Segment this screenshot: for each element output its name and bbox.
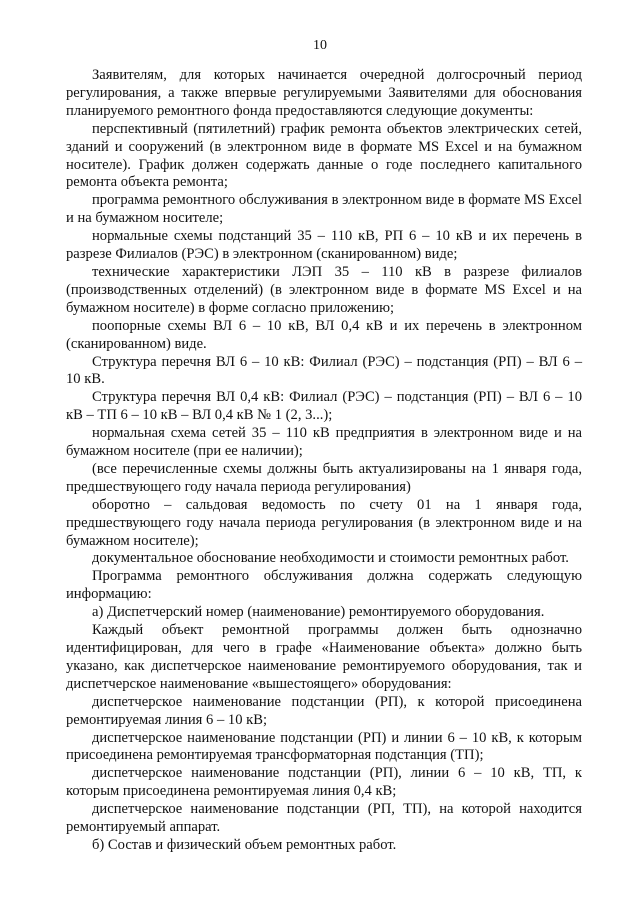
paragraph: диспетчерское наименование подстанции (РП), к которой присоединена ремонтируемая линия 6 – 10 кВ; xyxy=(66,693,582,728)
paragraph: технические характеристики ЛЭП 35 – 110 кВ в разрезе филиалов (производственных отделений) (в электронном виде в формате MS Excel и на бумажном носителе) в форме согласно приложению; xyxy=(66,263,582,316)
paragraph: диспетчерское наименование подстанции (РП) и линии 6 – 10 кВ, к которым присоединена ремонтируемая трансформаторная подстанция (ТП); xyxy=(66,729,582,764)
paragraph: перспективный (пятилетний) график ремонта объектов электрических сетей, зданий и сооружений (в электронном виде в формате MS Excel и на бумажном носителе). График должен содержать данные о годе последнего капитального ремонта объекта ремонта; xyxy=(66,120,582,191)
paragraph: а) Диспетчерский номер (наименование) ремонтируемого оборудования. xyxy=(92,604,545,621)
page-number: 10 xyxy=(313,38,327,53)
paragraph: диспетчерское наименование подстанции (РП, ТП), на которой находится ремонтируемый аппарат. xyxy=(66,801,582,836)
paragraph: Программа ремонтного обслуживания должна содержать следующую информацию: xyxy=(66,568,582,603)
document-body xyxy=(66,67,582,855)
paragraph: оборотно – сальдовая ведомость по счету 01 на 1 января года, предшествующего году начала периода регулирования (в электронном виде и на бумажном носителе); xyxy=(66,496,582,549)
paragraph: поопорные схемы ВЛ 6 – 10 кВ, ВЛ 0,4 кВ и их перечень в электронном (сканированном) виде. xyxy=(66,317,582,352)
paragraph: Каждый объект ремонтной программы должен быть однозначно идентифицирован, для чего в графе «Наименование объекта» должно быть указано, как диспетчерское наименование ремонтируемого оборудования, так и диспетчерское наименование «вышестоящего» оборудования: xyxy=(66,622,582,692)
paragraph: нормальные схемы подстанций 35 – 110 кВ, РП 6 – 10 кВ и их перечень в разрезе Филиалов (РЭС) в электронном (сканированном) виде; xyxy=(66,228,582,263)
paragraph: (все перечисленные схемы должны быть актуализированы на 1 января года, предшествующего году начала периода регулирования) xyxy=(66,460,582,495)
paragraph: б) Состав и физический объем ремонтных работ. xyxy=(92,836,397,853)
paragraph: диспетчерское наименование подстанции (РП), линии 6 – 10 кВ, ТП, к которым присоединена ремонтируемая линия 0,4 кВ; xyxy=(66,765,582,800)
paragraph: Структура перечня ВЛ 0,4 кВ: Филиал (РЭС) – подстанция (РП) – ВЛ 6 – 10 кВ – ТП 6 – 10 кВ – ВЛ 0,4 кВ № 1 (2, 3...); xyxy=(66,389,582,424)
paragraph: Структура перечня ВЛ 6 – 10 кВ: Филиал (РЭС) – подстанция (РП) – ВЛ 6 – 10 кВ. xyxy=(66,353,582,388)
paragraph: нормальная схема сетей 35 – 110 кВ предприятия в электронном виде и на бумажном носителе (при ее наличии); xyxy=(66,425,582,460)
paragraph: программа ремонтного обслуживания в электронном виде в формате MS Excel и на бумажном носителе; xyxy=(66,192,582,227)
paragraph: документальное обоснование необходимости и стоимости ремонтных работ. xyxy=(92,550,569,567)
paragraph: Заявителям, для которых начинается очередной долгосрочный период регулирования, а также впервые регулируемыми Заявителями для обоснования планируемого ремонтного фонда предоставляются следующие документы: xyxy=(66,67,582,119)
